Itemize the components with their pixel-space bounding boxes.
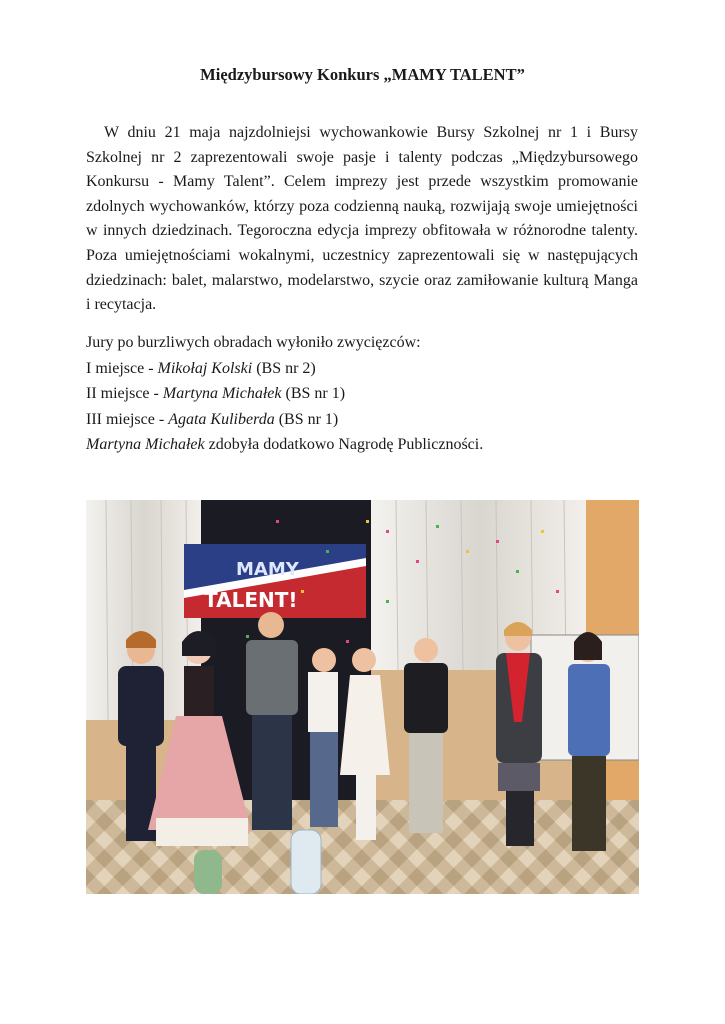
page-title: Międzybursowy Konkurs „MAMY TALENT”	[200, 65, 525, 84]
intro-paragraph: W dniu 21 maja najzdolniejsi wychowankowie Bursy Szkolnej nr 1 i Bursy Szkolnej nr 2 zaprezentowali swoje pasje i talenty podczas „Międzybursowego Konkursu - Mamy Talent”. Celem imprezy jest przede wszystkim promowanie zdolnych wychowanków, którzy poza codzienną nauką, rozwijają swoje umiejętności w innych dziedzinach. Tegoroczna edycja imprezy obfitowała w różnorodne talenty. Poza umiejętnościami wokalnymi, uczestnicy zaprezentowali się w następujących dziedzinach: balet, malarstwo, modelarstwo, szycie oraz zamiłowanie kulturą Manga i recytacja.	[86, 124, 638, 314]
winner-3: III miejsce - Agata Kuliberda (BS nr 1)	[86, 410, 339, 428]
event-photo-illustration	[86, 500, 639, 894]
banner-line-1: MAMY	[236, 559, 299, 580]
winner-3-name: Agata Kuliberda	[168, 410, 275, 428]
event-photo	[86, 500, 639, 894]
banner-line-2: TALENT!	[204, 588, 298, 612]
winner-1: I miejsce - Mikołaj Kolski (BS nr 2)	[86, 359, 316, 377]
extra-award-name: Martyna Michałek	[86, 436, 205, 453]
extra-award: Martyna Michałek zdobyła dodatkowo Nagrodę Publiczności.	[86, 436, 484, 453]
results-list	[86, 330, 646, 458]
winner-2: II miejsce - Martyna Michałek (BS nr 1)	[86, 385, 346, 402]
winner-2-name: Martyna Michałek	[162, 385, 282, 402]
mamy-talent-banner	[184, 544, 366, 618]
jury-intro: Jury po burzliwych obradach wyłoniło zwycięzców:	[86, 334, 421, 351]
winner-1-name: Mikołaj Kolski	[157, 359, 253, 377]
